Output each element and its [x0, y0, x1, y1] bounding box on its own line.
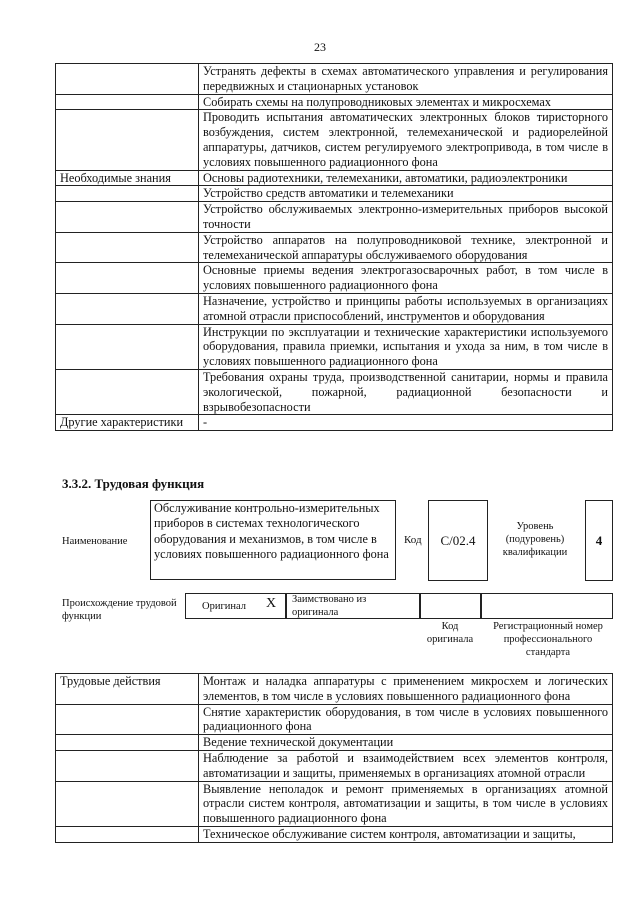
row-text: Инструкции по эксплуатации и технические характеристики используемого оборудования, правила приемки, испытания и ухода за ним, в том числе в условиях повышенного радиационного фона: [199, 324, 613, 369]
row-text: Выявление неполадок и ремонт применяемых в организациях атомной отрасли систем контроля, автоматизации и защиты, в том числе в условиях повышенного радиационного фона: [199, 781, 613, 826]
table-row: [56, 704, 613, 735]
skills-knowledge-table: [55, 63, 613, 431]
original-cell[interactable]: [185, 593, 287, 619]
row-label: [56, 704, 199, 735]
original-mark: X: [266, 596, 277, 611]
table-row: [56, 324, 613, 369]
name-label: Наименование: [62, 536, 128, 547]
table-row: [56, 415, 613, 431]
reg-number-label: Регистрационный номер профессионального стандарта: [493, 621, 603, 658]
row-text: Ведение технической документации: [199, 735, 613, 751]
table-row: [56, 186, 613, 202]
row-text: Техническое обслуживание систем контроля, автоматизации и защиты,: [199, 826, 613, 842]
table-row: [56, 674, 613, 705]
page-number: 23: [314, 40, 326, 54]
table-row: [56, 94, 613, 110]
qualification-level: 4: [585, 500, 613, 581]
row-label: [56, 826, 199, 842]
table-row: [56, 826, 613, 842]
table-row: [56, 750, 613, 781]
borrowed-label: Заимствовано из оригинала: [292, 594, 367, 618]
table-row: [56, 202, 613, 233]
row-label: [56, 369, 199, 414]
row-text: Наблюдение за работой и взаимодействием всех элементов контроля, автоматизации и защиты, применяемых в организациях атомной отрасли: [199, 750, 613, 781]
original-label: Оригинал: [202, 601, 246, 612]
row-label: Трудовые действия: [56, 674, 199, 705]
table-row: [56, 781, 613, 826]
row-text: -: [199, 415, 613, 431]
row-text: Устройство обслуживаемых электронно-измерительных приборов высокой точности: [199, 202, 613, 233]
table-row: [56, 263, 613, 294]
table-row: [56, 232, 613, 263]
origin-code-label: Код оригинала: [426, 621, 474, 645]
row-label: [56, 186, 199, 202]
row-label: [56, 735, 199, 751]
row-text: Назначение, устройство и принципы работы используемых в организациях атомной отрасли приспособлений, инструментов и оборудования: [199, 293, 613, 324]
table-row: [56, 170, 613, 186]
row-text: Снятие характеристик оборудования, в том числе в условиях повышенного радиационного фона: [199, 704, 613, 735]
row-text: Монтаж и наладка аппаратуры с применением микросхем и логических элементов, в том числе в условиях повышенного радиационного фона: [199, 674, 613, 705]
borrowed-cell[interactable]: [285, 593, 421, 619]
row-text: Собирать схемы на полупроводниковых элементах и микросхемах: [199, 94, 613, 110]
row-text: Основы радиотехники, телемеханики, автоматики, радиоэлектроники: [199, 170, 613, 186]
level-label: Уровень (подуровень) квалификации: [502, 521, 568, 558]
row-label: [56, 750, 199, 781]
labor-actions-table: [55, 673, 613, 843]
row-text: Устройство аппаратов на полупроводниковой технике, электронной и телемеханической аппаратуры обслуживаемого оборудования: [199, 232, 613, 263]
row-text: Требования охраны труда, производственной санитарии, нормы и правила экологической, пожарной, радиационной безопасности и взрывобезопасности: [199, 369, 613, 414]
table-row: [56, 369, 613, 414]
row-label: [56, 293, 199, 324]
reg-number-cell[interactable]: [480, 593, 613, 619]
row-label: [56, 324, 199, 369]
table-row: [56, 64, 613, 95]
code-label: Код: [404, 534, 422, 546]
table-row: [56, 293, 613, 324]
row-label: [56, 202, 199, 233]
row-text: Проводить испытания автоматических электронных блоков тиристорного возбуждения, систем электронной, телемеханической и радиорелейной аппаратуры, датчиков, систем регулируемого электропривода, в том числе в условиях повышенного радиационного фона: [199, 110, 613, 170]
function-code: C/02.4: [428, 500, 488, 581]
table-row: [56, 110, 613, 170]
row-label: [56, 64, 199, 95]
origin-label: Происхождение трудовой функции: [62, 598, 177, 622]
origin-code-cell[interactable]: [419, 593, 482, 619]
row-label: [56, 263, 199, 294]
function-name: Обслуживание контрольно-измерительных приборов в системах технологического оборудования и механизмов, в том числе в условиях повышенного радиационного фона: [150, 500, 396, 580]
table-row: [56, 735, 613, 751]
row-label: [56, 94, 199, 110]
row-text: Устранять дефекты в схемах автоматического управления и регулирования передвижных и стационарных установок: [199, 64, 613, 95]
row-label: [56, 232, 199, 263]
row-label: Другие характеристики: [56, 415, 199, 431]
row-text: Устройство средств автоматики и телемеханики: [199, 186, 613, 202]
row-label: [56, 110, 199, 170]
row-label: [56, 781, 199, 826]
row-label: Необходимые знания: [56, 170, 199, 186]
section-heading: 3.3.2. Трудовая функция: [62, 476, 205, 491]
row-text: Основные приемы ведения электрогазосварочных работ, в том числе в условиях повышенного радиационного фона: [199, 263, 613, 294]
